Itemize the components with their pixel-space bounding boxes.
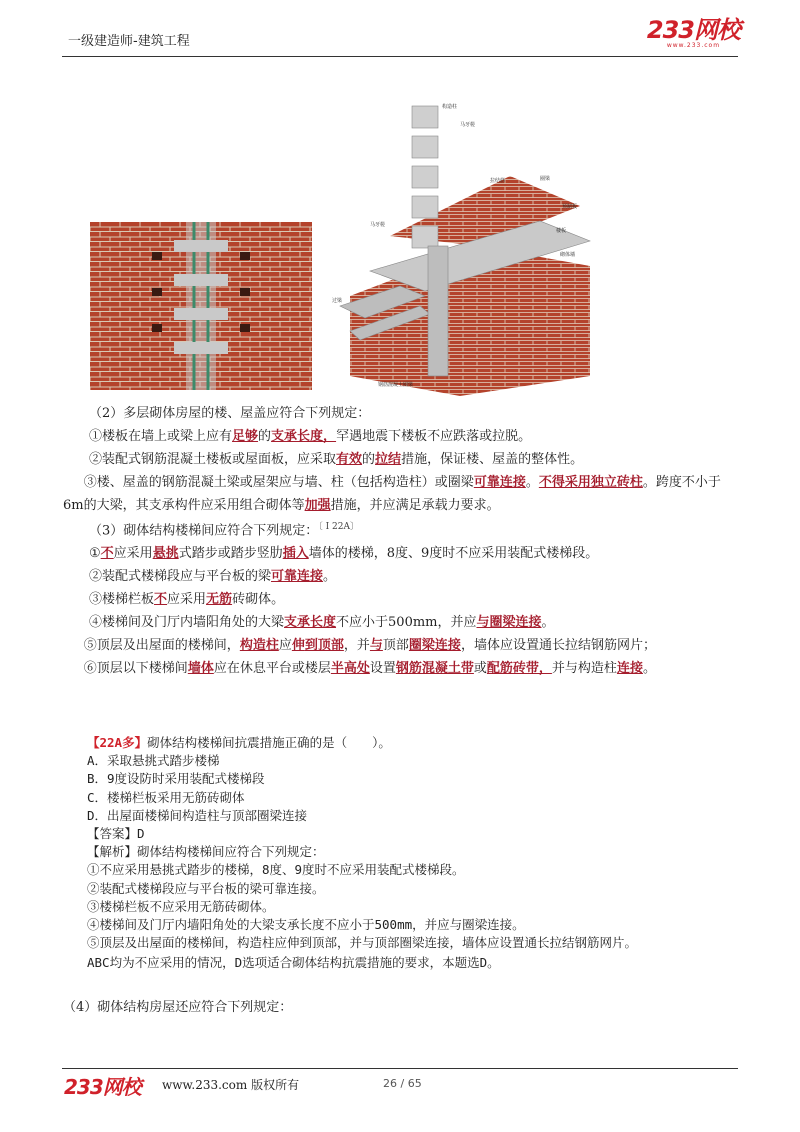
- figure-label: 马牙槎: [370, 222, 386, 228]
- section-3-item-6: ⑥顶层以下楼梯间墙体应在休息平台或楼层半高处设置钢筋混凝土带或配筋砖带，并与构造柱连接。: [83, 661, 656, 677]
- structure-detail-figure: [330, 96, 598, 396]
- option-c: C．楼梯栏板采用无筋砖砌体: [87, 789, 245, 805]
- question-stem: 【22A多】砌体结构楼梯间抗震措施正确的是（ ）。: [87, 735, 391, 750]
- section-3-heading: （3）砌体结构楼梯间应符合下列规定：$^{〔 I 22A〕}$: [89, 522, 360, 539]
- figure-label: 过梁: [332, 298, 343, 304]
- header-title: 一级建造师-建筑工程: [68, 34, 190, 49]
- section-4-heading: （4）砌体结构房屋还应符合下列规定：: [63, 1000, 293, 1015]
- logo-sub: www.233.com: [666, 42, 721, 49]
- section-3: [63, 516, 737, 680]
- option-b: B．9度设防时采用装配式楼梯段: [87, 771, 265, 787]
- figure-label: 钢筋混凝土圈梁: [378, 382, 414, 388]
- brick-wall-figure: [90, 222, 312, 390]
- page-number: 26 / 65: [383, 1077, 422, 1090]
- figure-label: 楼板: [556, 228, 567, 234]
- section-3-item-1: ①不应采用悬挑式踏步或踏步竖肋插入墙体的楼梯，8度、9度时不应采用装配式楼梯段。: [89, 546, 599, 562]
- analysis-heading: 【解析】砌体结构楼梯间应符合下列规定：: [87, 844, 325, 860]
- figure-label: 预制板: [562, 204, 578, 210]
- option-d: D．出屋面楼梯间构造柱与顶部圈梁连接: [87, 807, 308, 823]
- section-2-item-3: ③楼、屋盖的钢筋混凝土梁或屋架应与墙、柱（包括构造柱）或圈梁可靠连接。不得采用独立砖柱。跨度不小于6m的大梁，其支承构件应采用组合砌体等加强措施，并应满足承载力要求。: [63, 475, 721, 513]
- section-3-item-4: ④楼梯间及门厅内墙阳角处的大梁支承长度不应小于500mm，并应与圈梁连接。: [89, 615, 555, 631]
- analysis-line: ①不应采用悬挑式踏步的楼梯，8度、9度时不应采用装配式楼梯段。: [87, 862, 465, 878]
- analysis-line: ②装配式楼梯段应与平台板的梁可靠连接。: [87, 880, 325, 896]
- section-2: [63, 402, 737, 517]
- analysis-line: ③楼梯栏板不应采用无筋砖砌体。: [87, 898, 275, 914]
- figure-label: 马牙槎: [460, 122, 476, 128]
- section-2-heading: （2）多层砌体房屋的楼、屋盖应符合下列规定：: [89, 406, 371, 421]
- option-a: A．采取悬挑式踏步楼梯: [87, 753, 220, 769]
- section-3-item-5: ⑤顶层及出屋面的楼梯间，构造柱应伸到顶部，并与顶部圈梁连接，墙体应设置通长拉结钢筋网片；: [83, 638, 656, 654]
- question-tag: 【22A多】: [87, 735, 148, 750]
- header-divider: [62, 56, 738, 57]
- section-2-item-2: ②装配式钢筋混凝土楼板或屋面板，应采取有效的拉结措施，保证楼、屋盖的整体性。: [89, 452, 584, 467]
- question-block: [87, 734, 737, 973]
- analysis-line: ⑤顶层及出屋面的楼梯间，构造柱应伸到顶部，并与顶部圈梁连接，墙体应设置通长拉结钢筋网片。: [87, 935, 638, 951]
- figure-label: 圈梁: [540, 176, 551, 182]
- exam-tag: 〔 I 22A〕: [318, 522, 360, 532]
- conclusion: ABC均为不应采用的情况，D选项适合砌体结构抗震措施的要求，本题选D。: [87, 955, 500, 971]
- section-3-item-3: ③楼梯栏板不应采用无筋砖砌体。: [89, 592, 285, 608]
- figure-label: 拉结筋: [490, 178, 506, 184]
- footer-site[interactable]: www.233.com 版权所有: [162, 1078, 300, 1092]
- footer-divider: [62, 1068, 738, 1069]
- section-3-item-2: ②装配式楼梯段应与平台板的梁可靠连接。: [89, 569, 337, 585]
- footer-logo[interactable]: 233网校: [64, 1075, 141, 1099]
- figure-label: 构造柱: [442, 104, 458, 110]
- brand-logo[interactable]: [647, 18, 740, 49]
- answer: 【答案】D: [87, 826, 145, 842]
- logo-main: 233网校: [646, 16, 740, 44]
- figure-label: 砌体墙: [560, 252, 576, 258]
- section-2-item-1: ①楼板在墙上或梁上应有足够的支承长度，罕遇地震下楼板不应跌落或拉脱。: [89, 429, 532, 444]
- analysis-line: ④楼梯间及门厅内墙阳角处的大梁支承长度不应小于500mm，并应与圈梁连接。: [87, 917, 525, 933]
